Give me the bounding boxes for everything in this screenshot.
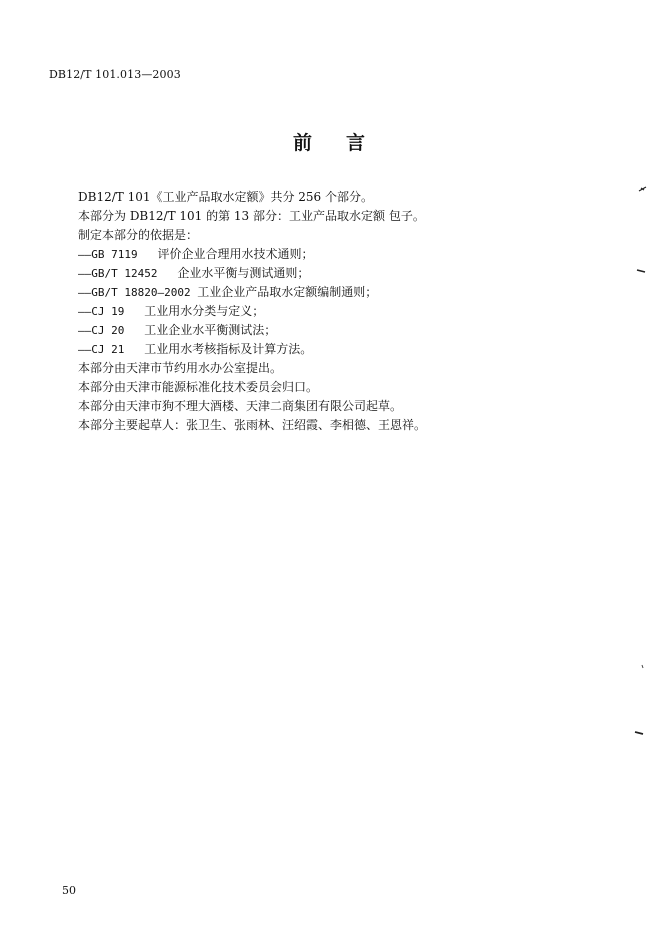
intro-line: 制定本部分的依据是： [78, 228, 199, 242]
reference-item [78, 340, 618, 359]
reference-item [78, 302, 618, 321]
reference-code: ——GB 7119 [78, 248, 138, 261]
reference-code: ——CJ 19 [78, 305, 125, 318]
reference-code: ——CJ 21 [78, 343, 125, 356]
reference-code: ——CJ 20 [78, 324, 125, 337]
reference-code: ——GB/T 12452 [78, 267, 158, 280]
intro-line: DB12/T 101《工业产品取水定额》共分 256 个部分。 [78, 190, 374, 204]
reference-text: 工业用水分类与定义； [144, 304, 265, 318]
closing-line: 本部分由天津市节约用水办公室提出。 [78, 361, 283, 375]
reference-item [78, 245, 618, 264]
reference-item [78, 264, 618, 283]
document-code: DB12/T 101.013—2003 [49, 68, 181, 81]
reference-text: 工业用水考核指标及计算方法。 [144, 342, 313, 356]
body-text [78, 188, 618, 435]
page-number: 50 [62, 884, 76, 897]
reference-item [78, 321, 618, 340]
closing-line: 本部分由天津市狗不理大酒楼、天津二商集团有限公司起草。 [78, 399, 403, 413]
page-title: 前言 [292, 132, 399, 154]
scan-mark-icon [636, 268, 646, 274]
reference-code: ——GB/T 18820—2002 [78, 286, 191, 299]
closing-line: 本部分主要起草人：张卫生、张雨林、汪绍霞、李相德、王恩祥。 [78, 418, 427, 432]
intro-line: 本部分为 DB12/T 101 的第 13 部分：工业产品取水定额 包子。 [78, 209, 425, 223]
reference-item [78, 283, 618, 302]
reference-text: 企业水平衡与测试通则； [177, 266, 310, 280]
scan-mark-icon [640, 664, 646, 670]
reference-text: 工业企业产品取水定额编制通则； [197, 285, 378, 299]
reference-text: 工业企业水平衡测试法； [144, 323, 277, 337]
closing-line: 本部分由天津市能源标准化技术委员会归口。 [78, 380, 319, 394]
scan-mark-icon [638, 186, 648, 192]
scan-mark-icon [634, 730, 644, 736]
reference-text: 评价企业合理用水技术通则； [157, 247, 314, 261]
